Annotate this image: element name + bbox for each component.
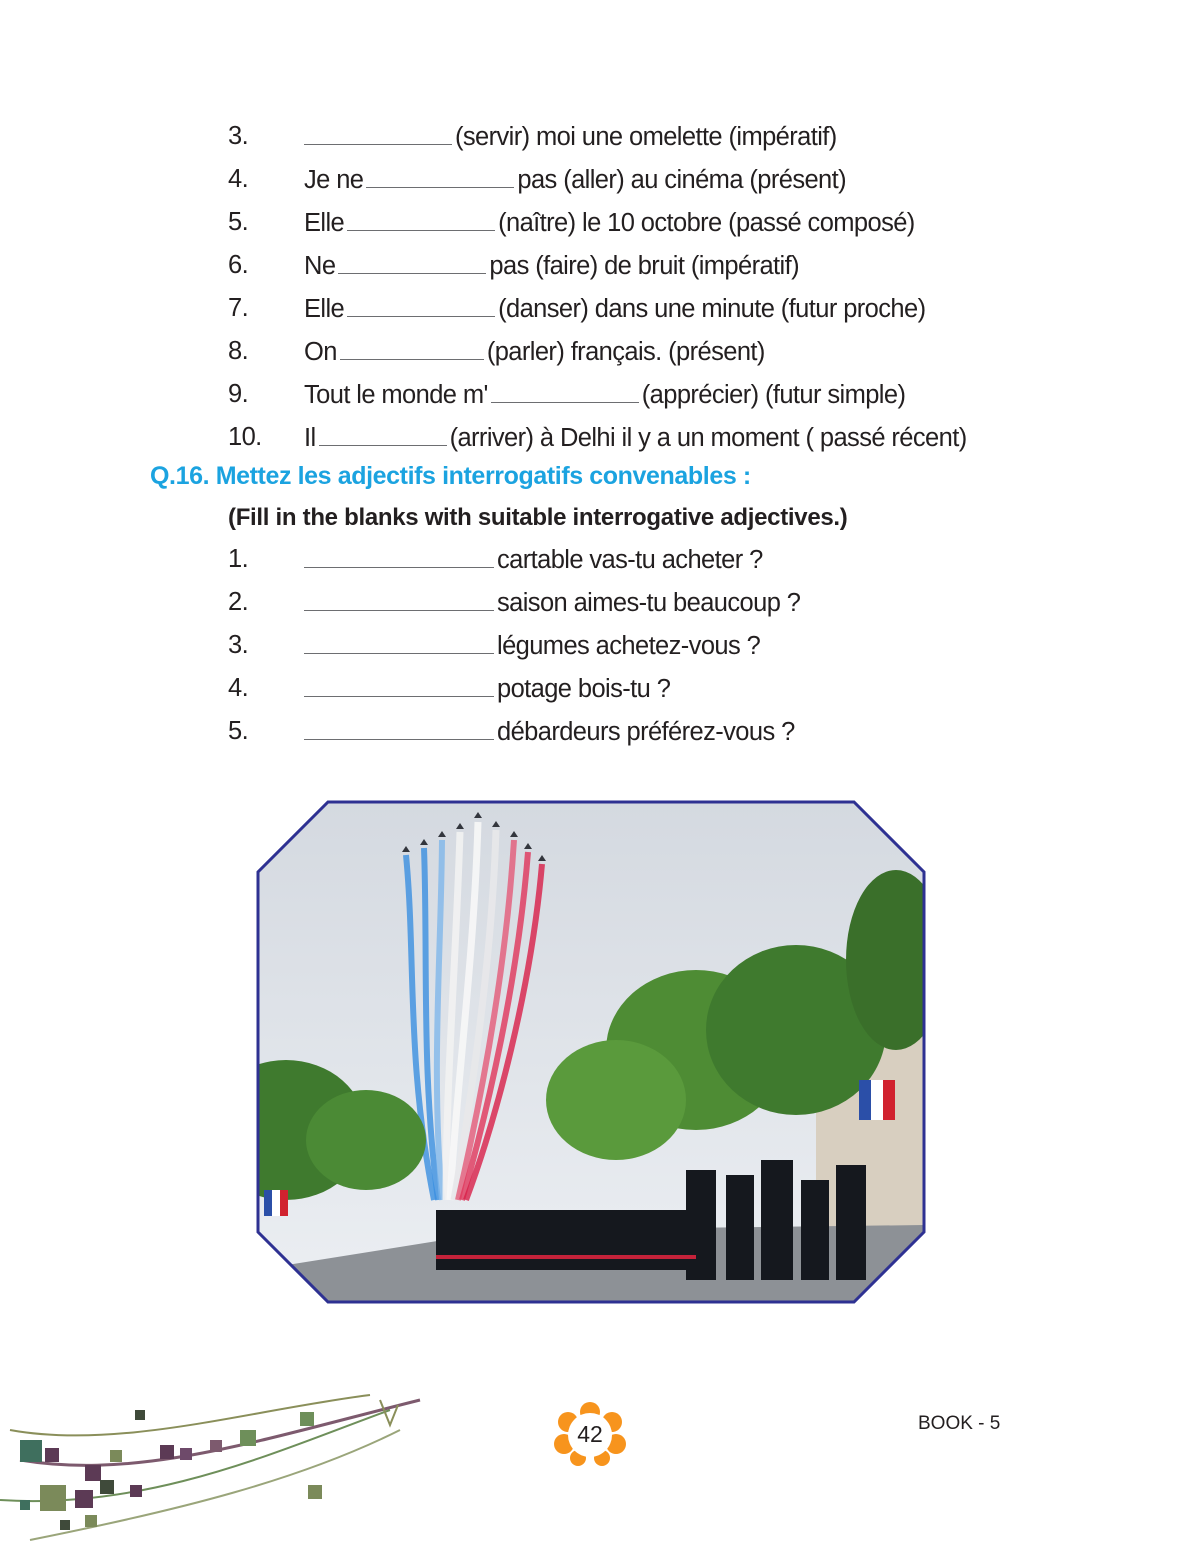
exercise-item (0, 670, 1181, 706)
item-text: (danser) dans une minute (futur proche) (498, 295, 926, 323)
item-number: 1. (228, 545, 249, 573)
exercise-item (0, 541, 1181, 577)
item-text: (naître) le 10 octobre (passé composé) (498, 209, 915, 237)
item-text: Il (304, 424, 316, 452)
answer-blank[interactable] (304, 627, 494, 654)
item-text: potage bois-tu ? (497, 675, 671, 703)
item-text: pas (aller) au cinéma (présent) (517, 166, 847, 194)
answer-blank[interactable] (304, 670, 494, 697)
answer-blank[interactable] (304, 713, 494, 740)
exercise-item (0, 419, 1181, 455)
item-text: légumes achetez-vous ? (497, 632, 761, 660)
exercise-item (0, 161, 1181, 197)
question-instruction: (Fill in the blanks with suitable interrogative adjectives.) (228, 504, 848, 531)
answer-blank[interactable] (304, 118, 452, 145)
item-text: Tout le monde m' (304, 381, 488, 409)
exercise-item (0, 247, 1181, 283)
answer-blank[interactable] (491, 376, 639, 403)
item-text: débardeurs préférez-vous ? (497, 718, 795, 746)
item-number: 6. (228, 251, 249, 279)
parade-photo (256, 800, 926, 1304)
answer-blank[interactable] (319, 419, 447, 446)
item-number: 3. (228, 122, 249, 150)
item-number: 7. (228, 294, 249, 322)
item-text: Elle (304, 295, 345, 323)
answer-blank[interactable] (347, 204, 495, 231)
item-text: (apprécier) (futur simple) (641, 381, 906, 409)
page-number: 42 (577, 1421, 603, 1447)
item-number: 4. (228, 165, 249, 193)
exercise-item (0, 584, 1181, 620)
item-number: 8. (228, 337, 249, 365)
item-number: 10. (228, 423, 262, 451)
item-text: Je ne (304, 166, 364, 194)
item-text: On (304, 338, 337, 366)
exercise-item (0, 333, 1181, 369)
answer-blank[interactable] (340, 333, 484, 360)
exercise-item (0, 376, 1181, 412)
item-number: 5. (228, 208, 249, 236)
answer-blank[interactable] (304, 584, 494, 611)
item-text: Ne (304, 252, 336, 280)
item-number: 9. (228, 380, 249, 408)
item-text: (parler) français. (présent) (486, 338, 765, 366)
decorative-swirl (0, 1390, 440, 1563)
item-text: Elle (304, 209, 345, 237)
exercise-item (0, 627, 1181, 663)
item-text: (arriver) à Delhi il y a un moment ( passé récent) (449, 424, 967, 452)
item-text: cartable vas-tu acheter ? (497, 546, 763, 574)
item-text: pas (faire) de bruit (impératif) (489, 252, 799, 280)
question-heading: Q.16. Mettez les adjectifs interrogatifs convenables : (150, 462, 751, 490)
exercise-item (0, 118, 1181, 154)
exercise-item (0, 290, 1181, 326)
answer-blank[interactable] (347, 290, 495, 317)
answer-blank[interactable] (304, 541, 494, 568)
item-number: 4. (228, 674, 249, 702)
item-number: 2. (228, 588, 249, 616)
item-number: 3. (228, 631, 249, 659)
answer-blank[interactable] (366, 161, 514, 188)
item-text: saison aimes-tu beaucoup ? (497, 589, 801, 617)
item-number: 5. (228, 717, 249, 745)
answer-blank[interactable] (338, 247, 486, 274)
exercise-item (0, 204, 1181, 240)
exercise-item (0, 713, 1181, 749)
book-label: BOOK - 5 (918, 1413, 1001, 1434)
item-text: (servir) moi une omelette (impératif) (455, 123, 837, 151)
